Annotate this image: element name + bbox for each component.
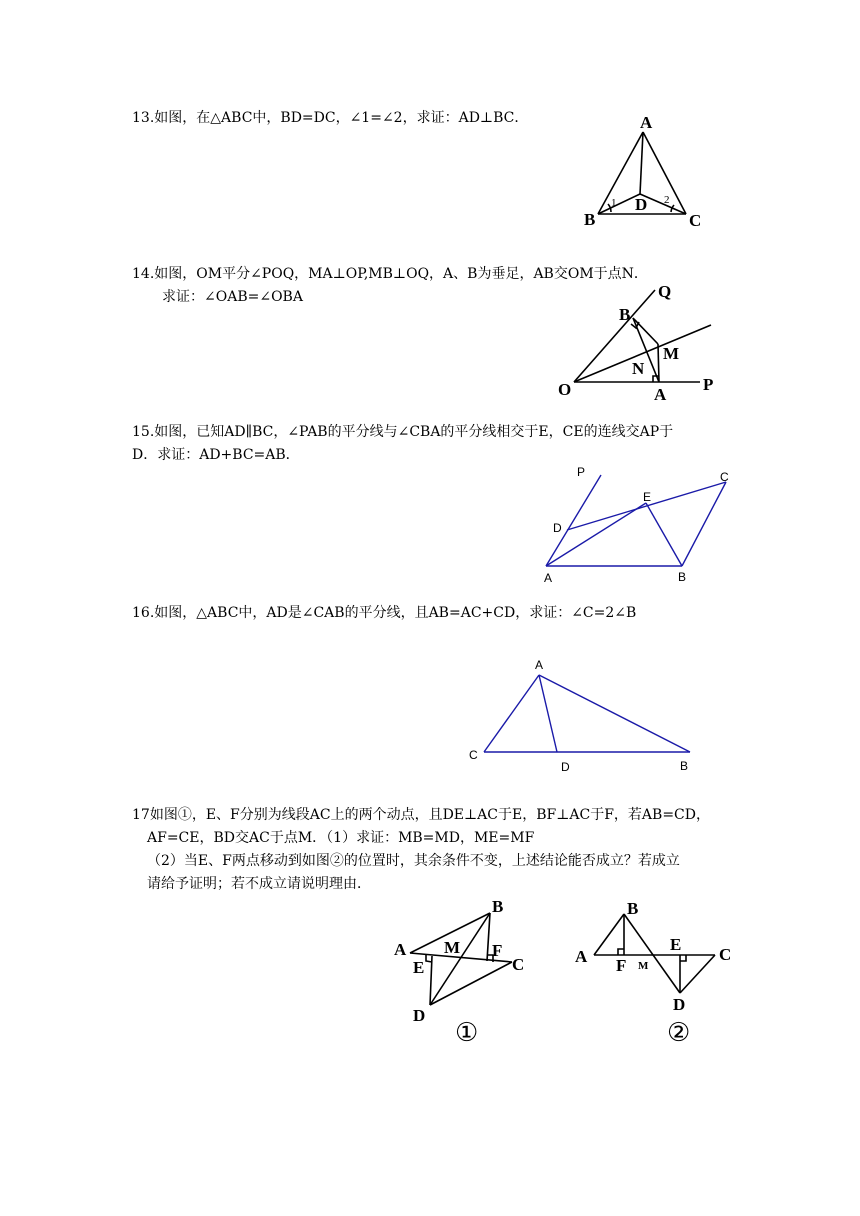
p17-f1-label-C: C xyxy=(512,955,525,974)
p14-label-M: M xyxy=(663,344,680,363)
problem-15-text-line2: D．求证：AD+BC=AB． xyxy=(132,447,300,463)
p13-angle-2: 2 xyxy=(664,194,670,206)
p16-label-D: D xyxy=(561,760,570,774)
problem-16-text: 16.如图，△ABC中，AD是∠CAB的平分线，且AB=AC+CD，求证：∠C=2∠B xyxy=(132,605,637,621)
p13-label-B: B xyxy=(584,210,596,229)
problem-14-text-line1: 14.如图，OM平分∠POQ，MA⊥OP,MB⊥OQ，A、B为垂足，AB交OM于点N． xyxy=(132,266,648,282)
p17-figure-2-tag: ② xyxy=(667,1018,691,1048)
p17-f1-label-F: F xyxy=(492,941,503,960)
problem-15-text-line1: 15.如图，已知AD∥BC，∠PAB的平分线与∠CBA的平分线相交于E，CE的连线交AP于 xyxy=(132,424,674,440)
p17-f2-label-F: F xyxy=(616,956,627,975)
p17-f2-label-C: C xyxy=(719,945,732,964)
problem-17-text-line3: （2）当E、F两点移动到如图②的位置时，其余条件不变，上述结论能否成立？若成立 xyxy=(147,853,680,869)
p17-f2-label-M: M xyxy=(638,960,649,972)
p17-f2-label-D: D xyxy=(673,995,686,1014)
p14-label-B: B xyxy=(619,305,631,324)
p15-label-A: A xyxy=(544,571,553,585)
problem-14-text-line2: 求证：∠OAB=∠OBA xyxy=(162,289,303,305)
p13-angle-1: 1 xyxy=(611,197,617,209)
p14-label-P: P xyxy=(703,375,714,394)
p17-f1-label-A: A xyxy=(394,940,407,959)
p14-label-N: N xyxy=(632,359,645,378)
p15-label-B: B xyxy=(678,570,687,584)
p16-label-A: A xyxy=(535,658,544,672)
p15-label-E: E xyxy=(643,490,652,504)
p13-label-C: C xyxy=(689,211,702,230)
problem-13-text: 13.如图，在△ABC中，BD=DC，∠1=∠2，求证：AD⊥BC． xyxy=(132,110,529,126)
p14-label-Q: Q xyxy=(658,282,672,301)
p13-label-D: D xyxy=(635,195,648,214)
p16-label-C: C xyxy=(469,748,478,762)
p13-label-A: A xyxy=(640,113,653,132)
p16-label-B: B xyxy=(680,759,689,773)
p17-f2-label-B: B xyxy=(627,899,639,918)
p17-f2-label-E: E xyxy=(670,935,682,954)
p14-label-O: O xyxy=(558,380,572,399)
p17-f1-label-D: D xyxy=(413,1006,426,1025)
p15-label-P: P xyxy=(577,465,586,479)
problem-17-text-line4: 请给予证明；若不成立请说明理由． xyxy=(147,876,371,892)
p17-f1-label-M: M xyxy=(444,938,461,957)
problem-17-text-line1: 17如图①，E、F分别为线段AC上的两个动点，且DE⊥AC于E，BF⊥AC于F，若AB=CD， xyxy=(132,807,710,823)
problem-17-text-line2: AF=CE，BD交AC于点M．（1）求证：MB=MD，ME=MF xyxy=(147,830,535,846)
p17-figure-1-tag: ① xyxy=(455,1018,479,1048)
p15-label-C: C xyxy=(720,470,729,484)
p14-label-A: A xyxy=(654,385,667,404)
p17-f1-label-E: E xyxy=(413,958,425,977)
p15-label-D: D xyxy=(553,521,562,535)
p17-f1-label-B: B xyxy=(492,897,504,916)
p17-f2-label-A: A xyxy=(575,947,588,966)
